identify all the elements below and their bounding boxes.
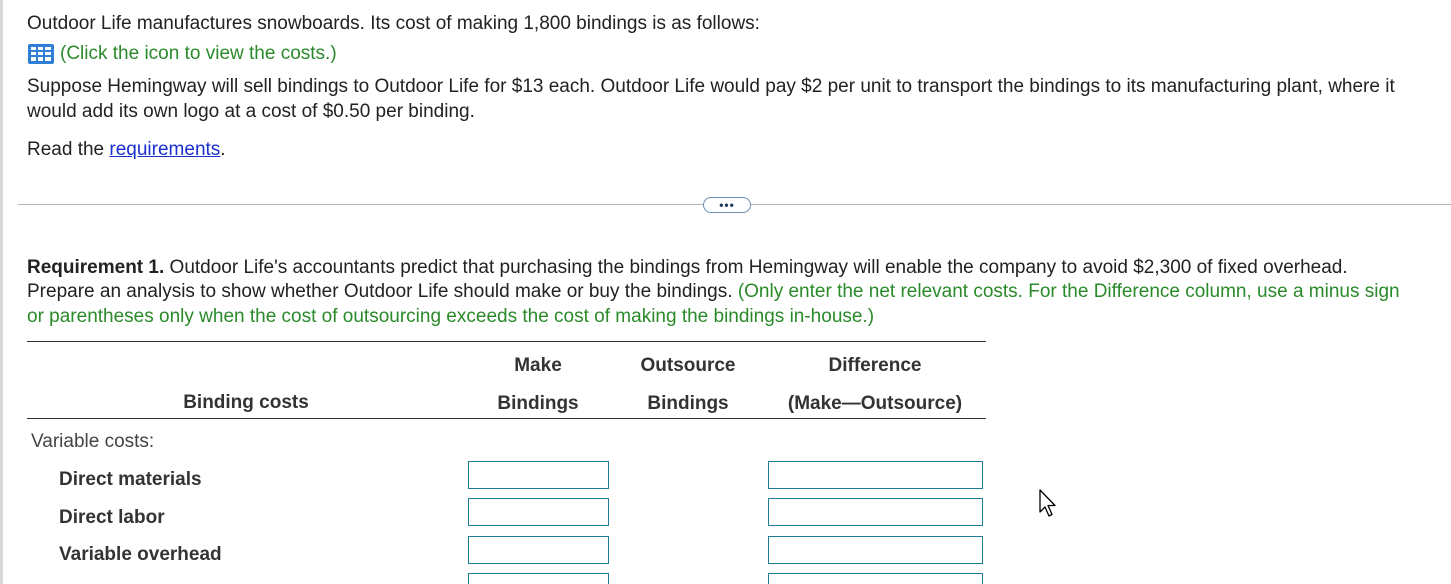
row-label-variable-overhead: Variable overhead [59, 544, 222, 565]
row-label-direct-materials: Direct materials [59, 469, 202, 490]
row-label-direct-labor: Direct labor [59, 507, 165, 528]
requirement-1-label: Requirement 1. [27, 257, 165, 278]
col-binding-costs-header: Binding costs [183, 392, 309, 413]
requirement-1-text-1: Outdoor Life's accountants predict that purchasing the bindings from Hemingway will enable the company to avoid $2,300 of fixed overhead. [164, 257, 1348, 278]
col-make-header-2: Bindings [497, 393, 579, 414]
col-difference-header-2: (Make—Outsource) [787, 393, 963, 414]
left-border [0, 0, 3, 584]
variable-costs-section: Variable costs: [31, 431, 155, 452]
view-costs-link[interactable]: (Click the icon to view the costs.) [60, 43, 337, 64]
variable-overhead-make-input[interactable] [468, 536, 609, 564]
read-prefix: Read the [27, 139, 110, 160]
table-top-rule [27, 341, 986, 342]
requirement-1-text-2: Prepare an analysis to show whether Outdoor Life should make or buy the bindings. [27, 281, 738, 302]
table-grid-icon[interactable] [27, 43, 55, 65]
requirement-1-instruction-1: (Only enter the net relevant costs. For the Difference column, use a minus sign [737, 281, 1400, 302]
direct-labor-difference-input[interactable] [768, 498, 983, 526]
table-header-rule [27, 418, 986, 419]
mouse-pointer-icon [1038, 488, 1060, 524]
read-requirements [27, 138, 226, 162]
requirement-1-line-2 [27, 280, 1400, 304]
next-row-difference-input[interactable] [768, 573, 983, 584]
col-outsource-header-1: Outsource [640, 355, 736, 376]
intro-line-2a: Suppose Hemingway will sell bindings to Outdoor Life for $13 each. Outdoor Life would pay $2 per unit to transport the bindings to its manufacturing plant, where it [27, 76, 1395, 97]
requirement-1-line-1 [27, 256, 1348, 280]
col-difference-header-1: Difference [828, 355, 922, 376]
next-row-make-input[interactable] [468, 573, 609, 584]
intro-line-1: Outdoor Life manufactures snowboards. Its cost of making 1,800 bindings is as follows: [27, 13, 760, 34]
read-suffix: . [220, 139, 226, 160]
direct-labor-make-input[interactable] [468, 498, 609, 526]
direct-materials-difference-input[interactable] [768, 461, 983, 489]
costs-icon-row [27, 42, 337, 66]
variable-overhead-difference-input[interactable] [768, 536, 983, 564]
col-outsource-header-2: Bindings [647, 393, 729, 414]
col-make-header-1: Make [514, 355, 562, 376]
intro-line-2b: would add its own logo at a cost of $0.50 per binding. [27, 101, 475, 122]
requirements-link[interactable]: requirements [109, 139, 221, 160]
direct-materials-make-input[interactable] [468, 461, 609, 489]
requirement-1-instruction-2: or parentheses only when the cost of outsourcing exceeds the cost of making the bindings in-house.) [27, 306, 875, 327]
expand-more-button[interactable]: ••• [703, 197, 751, 213]
